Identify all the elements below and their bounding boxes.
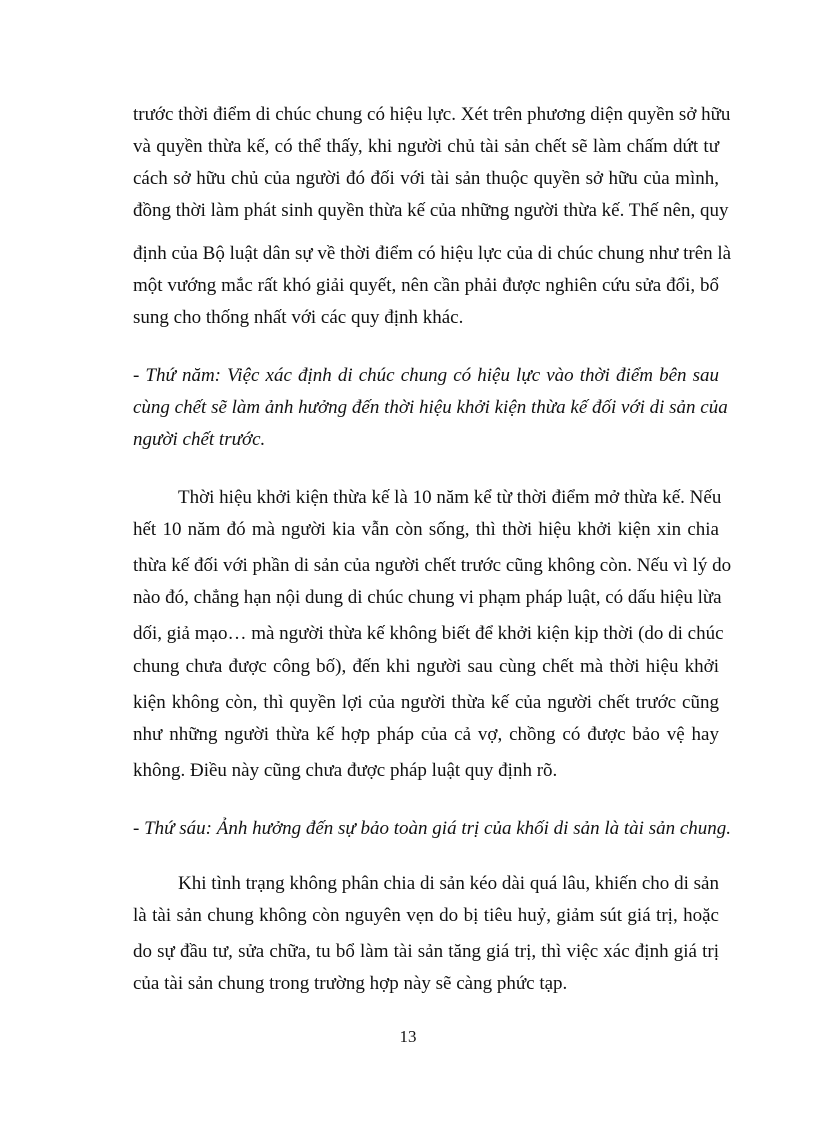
text-line: hết 10 năm đó mà người kia vẫn còn sống, thì thời hiệu khởi kiện xin chia xyxy=(133,519,719,540)
text-line: do sự đầu tư, sửa chữa, tu bổ làm tài sản tăng giá trị, thì việc xác định giá trị xyxy=(133,941,719,962)
text-line: sung cho thống nhất với các quy định khác. xyxy=(133,307,464,328)
text-line: định của Bộ luật dân sự về thời điểm có hiệu lực của di chúc chung như trên là xyxy=(133,243,732,264)
text-line: như những người thừa kế hợp pháp của cả vợ, chồng có được bảo vệ hay xyxy=(133,724,719,745)
text-line: cùng chết sẽ làm ảnh hưởng đến thời hiệu khởi kiện thừa kế đối với di sản của xyxy=(133,397,728,418)
text-line: một vướng mắc rất khó giải quyết, nên cần phải được nghiên cứu sửa đổi, bổ xyxy=(133,275,719,296)
text-line: là tài sản chung không còn nguyên vẹn do bị tiêu huỷ, giảm sút giá trị, hoặc xyxy=(133,905,719,926)
text-line: của tài sản chung trong trường hợp này sẽ càng phức tạp. xyxy=(133,973,568,994)
text-line: - Thứ sáu: Ảnh hưởng đến sự bảo toàn giá trị của khối di sản là tài sản chung. xyxy=(133,818,732,839)
page-number: 13 xyxy=(399,1027,417,1046)
text-line: chung chưa được công bố), đến khi người sau cùng chết mà thời hiệu khởi xyxy=(133,656,719,677)
text-line: - Thứ năm: Việc xác định di chúc chung có hiệu lực vào thời điểm bên sau xyxy=(133,365,719,386)
text-line: Khi tình trạng không phân chia di sản kéo dài quá lâu, khiến cho di sản xyxy=(178,873,719,894)
text-line: và quyền thừa kế, có thể thấy, khi người chủ tài sản chết sẽ làm chấm dứt tư xyxy=(133,136,719,157)
text-line: người chết trước. xyxy=(133,429,266,450)
text-line: trước thời điểm di chúc chung có hiệu lực. Xét trên phương diện quyền sở hữu xyxy=(133,104,731,125)
text-line: dối, giả mạo… mà người thừa kế không biết để khởi kiện kịp thời (do di chúc xyxy=(133,623,724,644)
text-line: đồng thời làm phát sinh quyền thừa kế của những người thừa kế. Thế nên, quy xyxy=(133,200,729,221)
text-line: nào đó, chẳng hạn nội dung di chúc chung vi phạm pháp luật, có dấu hiệu lừa xyxy=(133,587,722,608)
text-line: thừa kế đối với phần di sản của người chết trước cũng không còn. Nếu vì lý do xyxy=(133,555,732,576)
text-line: cách sở hữu chủ của người đó đối với tài sản thuộc quyền sở hữu của mình, xyxy=(133,168,719,189)
text-line: không. Điều này cũng chưa được pháp luật quy định rõ. xyxy=(133,760,558,781)
text-line: Thời hiệu khởi kiện thừa kế là 10 năm kể từ thời điểm mở thừa kế. Nếu xyxy=(178,487,722,508)
text-line: kiện không còn, thì quyền lợi của người thừa kế của người chết trước cũng xyxy=(133,692,719,713)
